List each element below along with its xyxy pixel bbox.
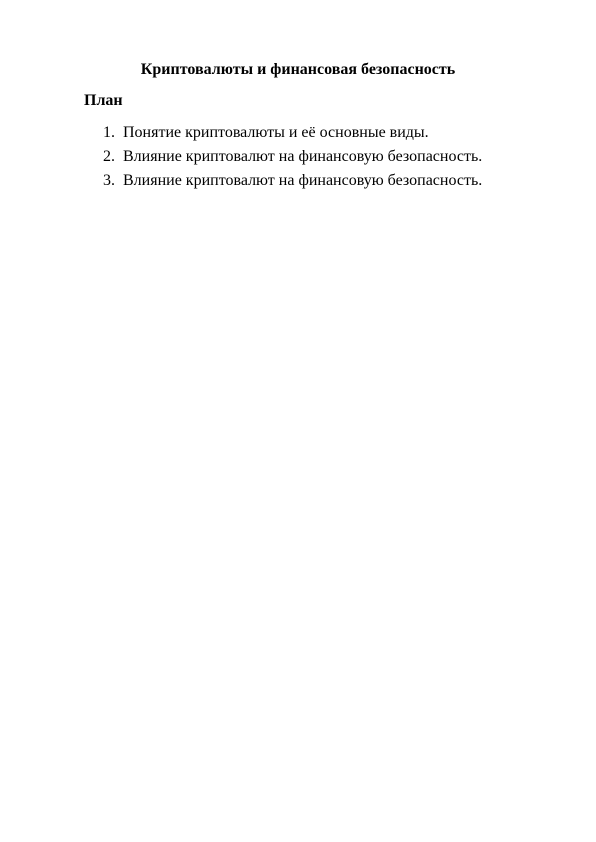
plan-item-number: 2. — [103, 148, 115, 165]
plan-item-number: 3. — [103, 172, 115, 189]
plan-list — [103, 121, 482, 193]
plan-item-2 — [103, 145, 482, 169]
plan-item-1 — [103, 121, 482, 145]
plan-item-number: 1. — [103, 124, 115, 141]
plan-item-text: Понятие криптовалюты и её основные виды. — [123, 124, 429, 141]
plan-item-text: Влияние криптовалют на финансовую безопасность. — [123, 172, 483, 189]
plan-item-3 — [103, 169, 482, 193]
plan-heading: План — [84, 92, 123, 109]
plan-item-text: Влияние криптовалют на финансовую безопасность. — [123, 148, 483, 165]
document-title: Криптовалюты и финансовая безопасность — [140, 61, 456, 78]
